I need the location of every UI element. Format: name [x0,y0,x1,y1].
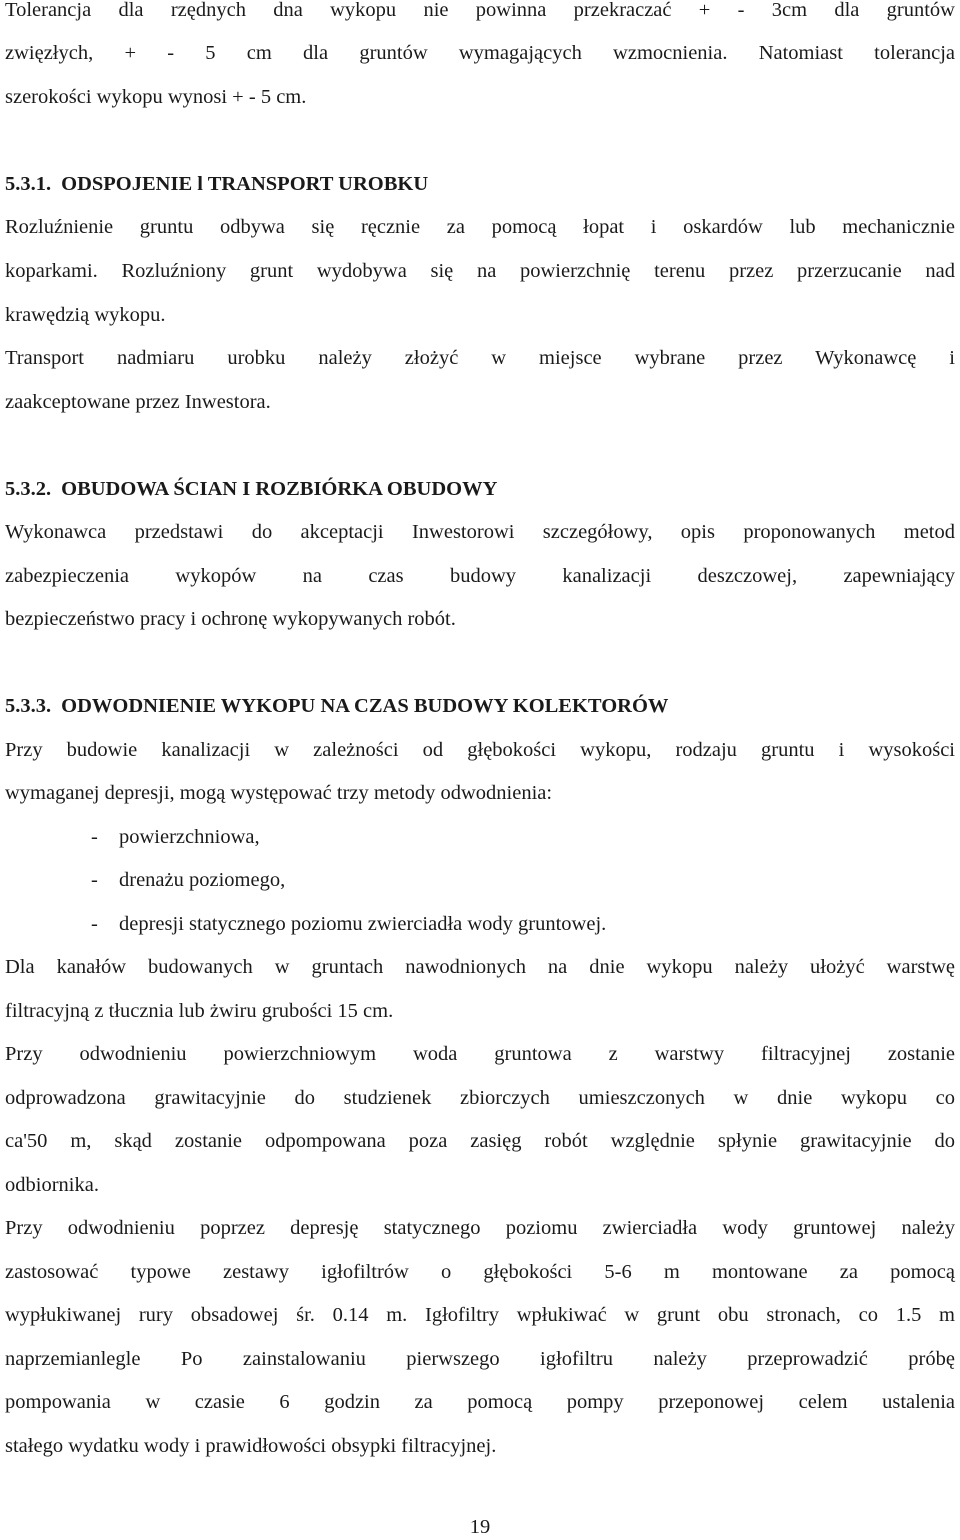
text-line: zwięzłych, + - 5 cm dla gruntów wymagających wzmocnienia. Natomiast tolerancja [5,42,955,64]
section-heading-533 [5,693,668,719]
section-number: 5.3.1. [5,173,52,195]
list-item-text: powierzchniowa, [119,826,260,848]
list-item: - drenażu poziomego, [91,869,286,891]
text-line: zabezpieczenia wykopów na czas budowy kanalizacji deszczowej, zapewniający [5,565,955,587]
list-item-text: drenażu poziomego, [119,869,286,891]
text-line: szerokości wykopu wynosi + - 5 cm. [5,86,307,108]
text-line: bezpieczeństwo pracy i ochronę wykopywanych robót. [5,608,456,630]
text-line: filtracyjną z tłucznia lub żwiru grubości 15 cm. [5,1000,394,1022]
text-line: stałego wydatku wody i prawidłowości obsypki filtracyjnej. [5,1435,497,1457]
section-title: ODWODNIENIE WYKOPU NA CZAS BUDOWY KOLEKTORÓW [61,695,669,717]
section-number: 5.3.2. [5,478,52,500]
section-title: ODSPOJENIE l TRANSPORT UROBKU [61,173,429,195]
text-line: krawędzią wykopu. [5,304,166,326]
list-item-text: depresji statycznego poziomu zwierciadła wody gruntowej. [119,913,607,935]
text-line: zaakceptowane przez Inwestora. [5,391,271,413]
text-line: Przy odwodnieniu poprzez depresję statycznego poziomu zwierciadła wody gruntowej należy [5,1217,955,1239]
text-line: koparkami. Rozluźniony grunt wydobywa się na powierzchnię terenu przez przerzucanie nad [5,260,955,282]
text-line: odprowadzona grawitacyjnie do studzienek zbiorczych umieszczonych w dnie wykopu co [5,1087,955,1109]
text-line: naprzemianlegle Po zainstalowaniu pierwszego igłofiltru należy przeprowadzić próbę [5,1348,955,1370]
text-line: Tolerancja dla rzędnych dna wykopu nie powinna przekraczać + - 3cm dla gruntów [5,0,955,21]
text-line: Przy odwodnieniu powierzchniowym woda gruntowa z warstwy filtracyjnej zostanie [5,1043,955,1065]
text-line: wymaganej depresji, mogą występować trzy metody odwodnienia: [5,782,553,804]
page-number: 19 [469,1516,491,1538]
text-line: ca'50 m, skąd zostanie odpompowana poza zasięg robót względnie spłynie grawitacyjnie do [5,1130,955,1152]
section-number: 5.3.3. [5,695,52,717]
text-line: zastosować typowe zestawy igłofiltrów o głębokości 5-6 m montowane za pomocą [5,1261,955,1283]
text-line: Przy budowie kanalizacji w zależności od głębokości wykopu, rodzaju gruntu i wysokości [5,739,955,761]
list-item: - powierzchniowa, [91,826,260,848]
text-line: pompowania w czasie 6 godzin za pomocą pompy przeponowej celem ustalenia [5,1391,955,1413]
section-title: OBUDOWA ŚCIAN I ROZBIÓRKA OBUDOWY [61,478,498,500]
list-item: - depresji statycznego poziomu zwierciadła wody gruntowej. [91,913,607,935]
text-line: Wykonawca przedstawi do akceptacji Inwestorowi szczegółowy, opis proponowanych metod [5,521,955,543]
text-line: Rozluźnienie gruntu odbywa się ręcznie za pomocą łopat i oskardów lub mechanicznie [5,216,955,238]
text-line: Transport nadmiaru urobku należy złożyć w miejsce wybrane przez Wykonawcę i [5,347,955,369]
text-line: wypłukiwanej rury obsadowej śr. 0.14 m. Igłofiltry wpłukiwać w grunt obu stronach, co 1.5 m [5,1304,955,1326]
text-line: Dla kanałów budowanych w gruntach nawodnionych na dnie wykopu należy ułożyć warstwę [5,956,955,978]
section-heading-531 [5,171,428,197]
text-line: odbiornika. [5,1174,99,1196]
section-heading-532 [5,476,497,502]
